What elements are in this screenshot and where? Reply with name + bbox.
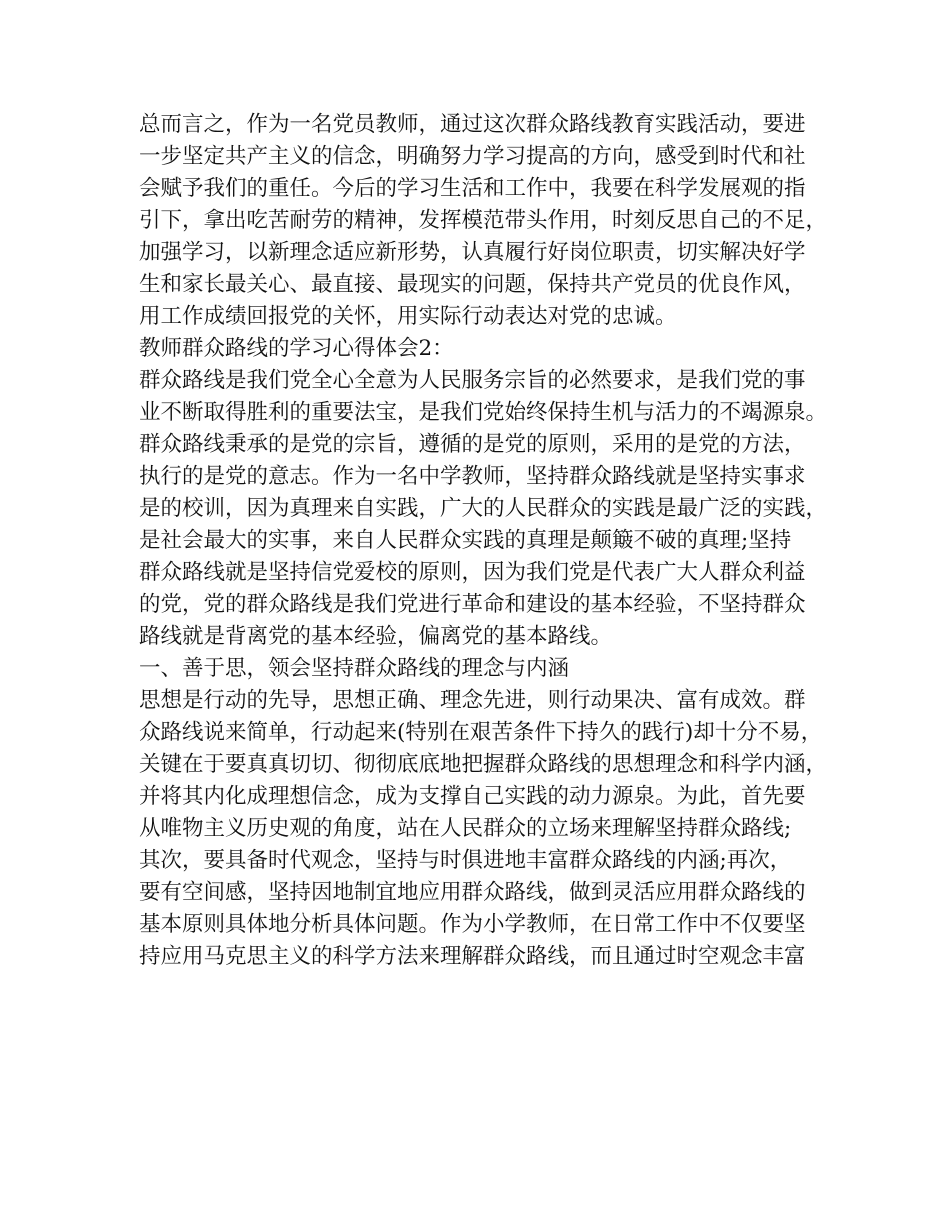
text-line: 众路线说来简单，行动起来(特别在艰苦条件下持久的践行)却十分不易， — [139, 720, 823, 745]
text-line: 群众路线就是坚持信党爱校的原则，因为我们党是代表广大人群众利益 — [139, 560, 806, 585]
text-line: 是的校训，因为真理来自实践，广大的人民群众的实践是最广泛的实践， — [139, 496, 828, 521]
text-line: 路线就是背离党的基本经验，偏离党的基本路线。 — [139, 624, 613, 649]
text-line: 的党，党的群众路线是我们党进行革命和建设的基本经验，不坚持群众 — [139, 592, 806, 617]
text-line: 用工作成绩回报党的关怀，用实际行动表达对党的忠诚。 — [139, 304, 677, 329]
text-line: 生和家长最关心、最直接、最现实的问题，保持共产党员的优良作风， — [139, 272, 806, 297]
text-line: 引下，拿出吃苦耐劳的精神，发挥模范带头作用，时刻反思自己的不足， — [139, 208, 828, 233]
document-body — [139, 109, 839, 973]
text-line: 总而言之，作为一名党员教师，通过这次群众路线教育实践活动，要进 — [139, 112, 806, 137]
section-heading: 一、善于思，领会坚持群众路线的理念与内涵 — [139, 656, 570, 681]
text-line: 从唯物主义历史观的角度，站在人民群众的立场来理解坚持群众路线; — [139, 816, 792, 841]
text-line: 一步坚定共产主义的信念，明确努力学习提高的方向，感受到时代和社 — [139, 144, 806, 169]
text-line: 并将其内化成理想信念，成为支撑自己实践的动力源泉。为此，首先要 — [139, 784, 806, 809]
text-line: 要有空间感，坚持因地制宜地应用群众路线，做到灵活应用群众路线的 — [139, 880, 806, 905]
text-line: 其次，要具备时代观念，坚持与时俱进地丰富群众路线的内涵;再次， — [139, 848, 792, 873]
text-line: 群众路线是我们党全心全意为人民服务宗旨的必然要求，是我们党的事 — [139, 368, 806, 393]
text-line: 持应用马克思主义的科学方法来理解群众路线，而且通过时空观念丰富 — [139, 944, 806, 969]
text-line: 加强学习，以新理念适应新形势，认真履行好岗位职责，切实解决好学 — [139, 240, 806, 265]
text-line: 会赋予我们的重任。今后的学习生活和工作中，我要在科学发展观的指 — [139, 176, 806, 201]
text-line: 是社会最大的实事，来自人民群众实践的真理是颠簸不破的真理;坚持 — [139, 528, 792, 553]
text-line: 思想是行动的先导，思想正确、理念先进，则行动果决、富有成效。群 — [139, 688, 806, 713]
text-line: 业不断取得胜利的重要法宝，是我们党始终保持生机与活力的不竭源泉。 — [139, 400, 828, 425]
section-heading: 教师群众路线的学习心得体会2： — [139, 336, 454, 361]
text-line: 执行的是党的意志。作为一名中学教师，坚持群众路线就是坚持实事求 — [139, 464, 806, 489]
text-line: 群众路线秉承的是党的宗旨，遵循的是党的原则，采用的是党的方法， — [139, 432, 806, 457]
text-line: 关键在于要真真切切、彻彻底底地把握群众路线的思想理念和科学内涵， — [139, 752, 828, 777]
text-line: 基本原则具体地分析具体问题。作为小学教师，在日常工作中不仅要坚 — [139, 912, 806, 937]
